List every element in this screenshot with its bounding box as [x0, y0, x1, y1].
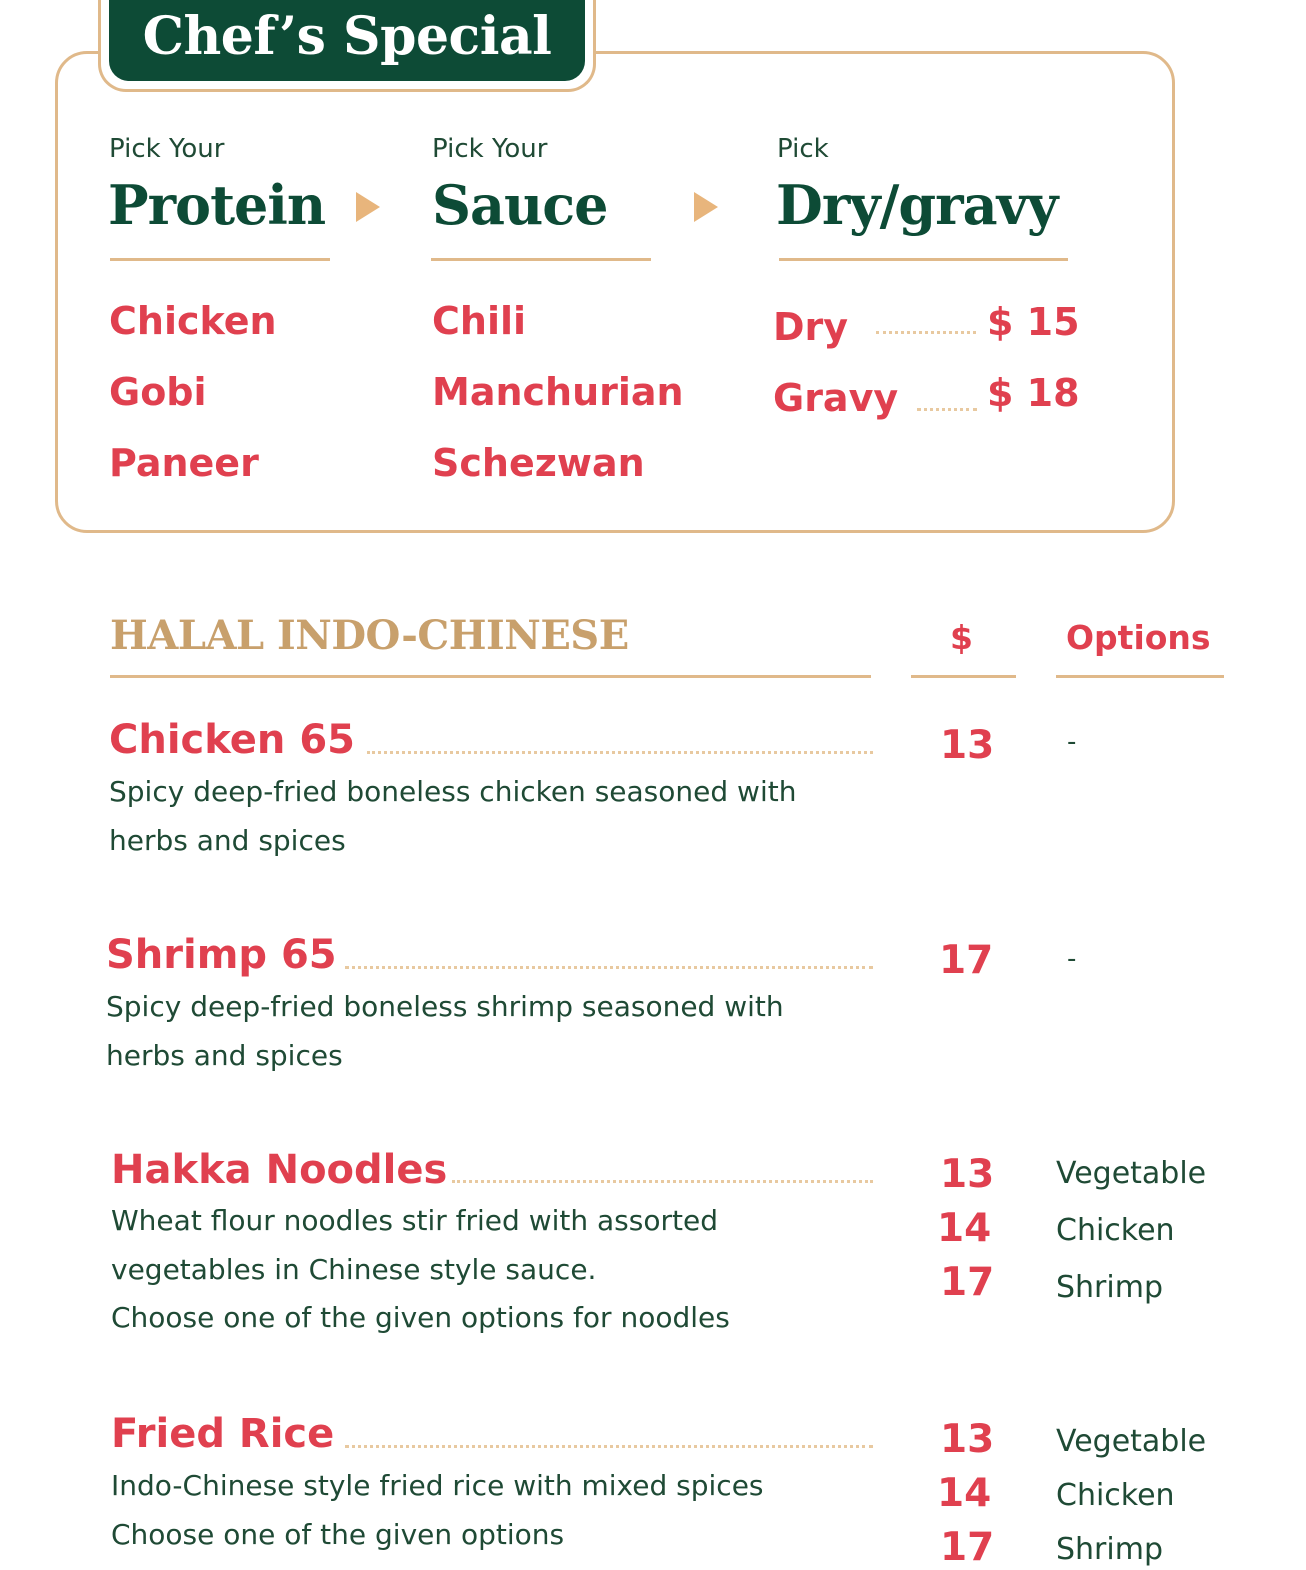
- menu-item-price: 13: [940, 1417, 995, 1462]
- menu-item-option: Vegetable: [1056, 1156, 1207, 1191]
- menu-item-description: Wheat flour noodles stir fried with assorted vegetables in Chinese style sauce. Choose one of the given options for noodles: [111, 1204, 730, 1334]
- menu-item-price: 17: [940, 1260, 995, 1305]
- options-column-header: Options: [1066, 618, 1211, 657]
- menu-item-name: Hakka Noodles: [111, 1147, 448, 1193]
- menu-item-price: 13: [940, 723, 995, 768]
- options-column-rule: [1056, 675, 1224, 678]
- dot-leader: [876, 331, 976, 334]
- protein-option: Paneer: [109, 441, 259, 485]
- sauce-step-prefix: Pick Your: [432, 134, 548, 164]
- menu-item-option: -: [1067, 944, 1077, 974]
- protein-step-prefix: Pick Your: [109, 134, 225, 164]
- sauce-option: Chili: [432, 299, 527, 343]
- protein-step-title: Protein: [108, 173, 326, 237]
- style-step-title: Dry/gravy: [776, 173, 1058, 237]
- dot-leader: [367, 751, 873, 754]
- chefs-special-title: Chef’s Special: [142, 6, 552, 67]
- sauce-option: Schezwan: [432, 441, 645, 485]
- style-option-gravy: Gravy: [773, 376, 899, 420]
- dot-leader: [345, 966, 873, 969]
- dot-leader: [345, 1445, 873, 1448]
- menu-item-description: Spicy deep-fried boneless shrimp seasoned with herbs and spices: [106, 990, 784, 1072]
- style-price-gravy: $ 18: [987, 371, 1080, 415]
- style-step-prefix: Pick: [777, 134, 829, 164]
- price-column-header: $: [950, 618, 973, 657]
- sauce-step-rule: [431, 258, 651, 261]
- style-step-rule: [779, 258, 1068, 261]
- sauce-step-title: Sauce: [432, 173, 608, 237]
- menu-item-option: Vegetable: [1056, 1424, 1207, 1459]
- dot-leader: [917, 408, 977, 411]
- price-column-rule: [911, 675, 1016, 678]
- menu-item-price: 13: [940, 1152, 995, 1197]
- sauce-option: Manchurian: [432, 370, 684, 414]
- menu-item-description: Spicy deep-fried boneless chicken seasoned with herbs and spices: [109, 775, 797, 857]
- menu-item-price: 14: [937, 1471, 992, 1516]
- menu-item-price: 17: [939, 938, 994, 983]
- menu-item-option: Shrimp: [1056, 1532, 1163, 1567]
- chefs-special-banner: [109, 0, 585, 81]
- dot-leader: [452, 1180, 873, 1183]
- menu-item-name: Shrimp 65: [106, 932, 337, 978]
- protein-step-rule: [110, 258, 330, 261]
- chefs-special-tab: [98, 0, 596, 92]
- menu-item-price: 17: [940, 1525, 995, 1570]
- style-price-dry: $ 15: [987, 300, 1080, 344]
- section-rule: [110, 675, 871, 678]
- arrow-right-icon: [356, 192, 380, 222]
- menu-item-price: 14: [937, 1206, 992, 1251]
- menu-item-option: Chicken: [1056, 1213, 1175, 1248]
- style-option-dry: Dry: [773, 305, 849, 349]
- menu-item-option: Chicken: [1056, 1478, 1175, 1513]
- section-title: HALAL INDO-CHINESE: [110, 612, 629, 659]
- protein-option: Chicken: [109, 299, 277, 343]
- menu-item-option: -: [1067, 727, 1077, 757]
- menu-item-name: Chicken 65: [109, 717, 355, 763]
- arrow-right-icon: [694, 192, 718, 222]
- menu-item-name: Fried Rice: [111, 1411, 335, 1457]
- menu-item-option: Shrimp: [1056, 1270, 1163, 1305]
- protein-option: Gobi: [109, 370, 207, 414]
- menu-item-description: Indo-Chinese style fried rice with mixed spices Choose one of the given options: [111, 1469, 764, 1551]
